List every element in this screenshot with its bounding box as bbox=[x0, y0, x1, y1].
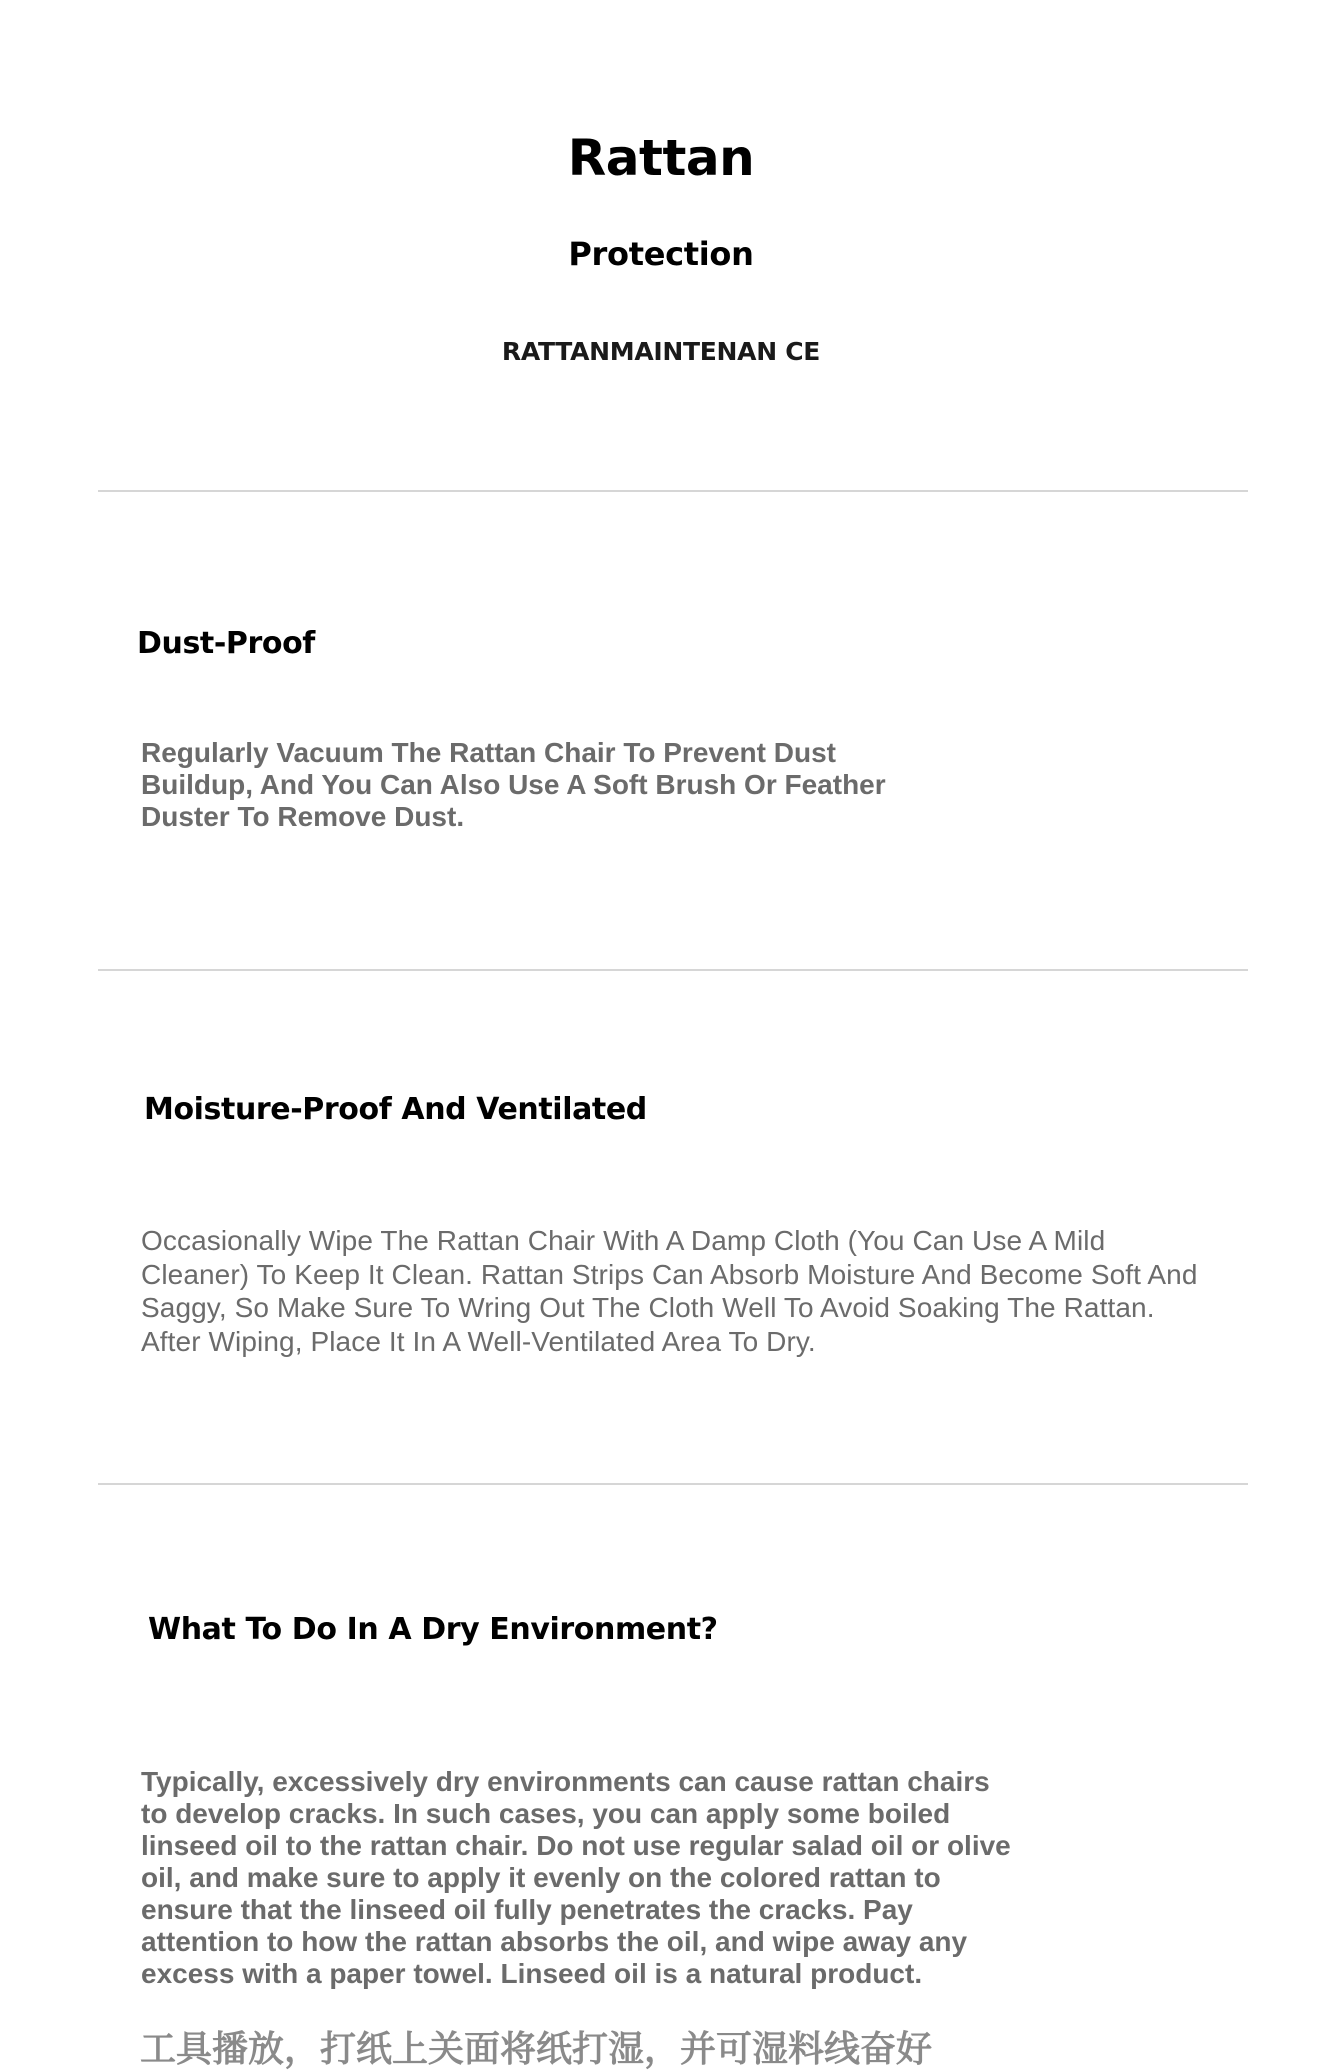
divider bbox=[98, 490, 1248, 492]
divider bbox=[98, 969, 1248, 971]
section-heading-moisture-proof: Moisture-Proof And Ventilated bbox=[144, 1092, 647, 1127]
section-heading-dry-environment: What To Do In A Dry Environment? bbox=[148, 1612, 718, 1647]
section-body-dry-environment: Typically, excessively dry environments can cause rattan chairs to develop cracks. In such cases, you can apply some boiled linseed oil to the rattan chair. Do not use regular salad oil or olive oil, and make sure to apply it evenly on the colored rattan to ensure that the linseed oil fully penetrates the cracks. Pay attention to how the rattan absorbs the oil, and wipe away any excess with a paper towel. Linseed oil is a natural product. bbox=[141, 1766, 1011, 1989]
section-body-moisture-proof: Occasionally Wipe The Rattan Chair With A Damp Cloth (You Can Use A Mild Cleaner) To Keep It Clean. Rattan Strips Can Absorb Moisture And Become Soft And Saggy, So Make Sure To Wring Out The Cloth Well To Avoid Soaking The Rattan. After Wiping, Place It In A Well-Ventilated Area To Dry. bbox=[141, 1225, 1198, 1357]
divider bbox=[98, 1483, 1248, 1485]
page-title: Rattan bbox=[567, 129, 755, 187]
page-tagline: RATTANMAINTENAN CE bbox=[501, 337, 821, 366]
cut-off-text: 工具播放，打纸上关面将纸打湿，并可湿料线奋好 bbox=[140, 2029, 933, 2070]
section-heading-dust-proof: Dust-Proof bbox=[137, 626, 315, 661]
section-body-dust-proof: Regularly Vacuum The Rattan Chair To Prevent Dust Buildup, And You Can Also Use A Soft Brush Or Feather Duster To Remove Dust. bbox=[141, 737, 886, 832]
page-subtitle: Protection bbox=[568, 235, 754, 273]
